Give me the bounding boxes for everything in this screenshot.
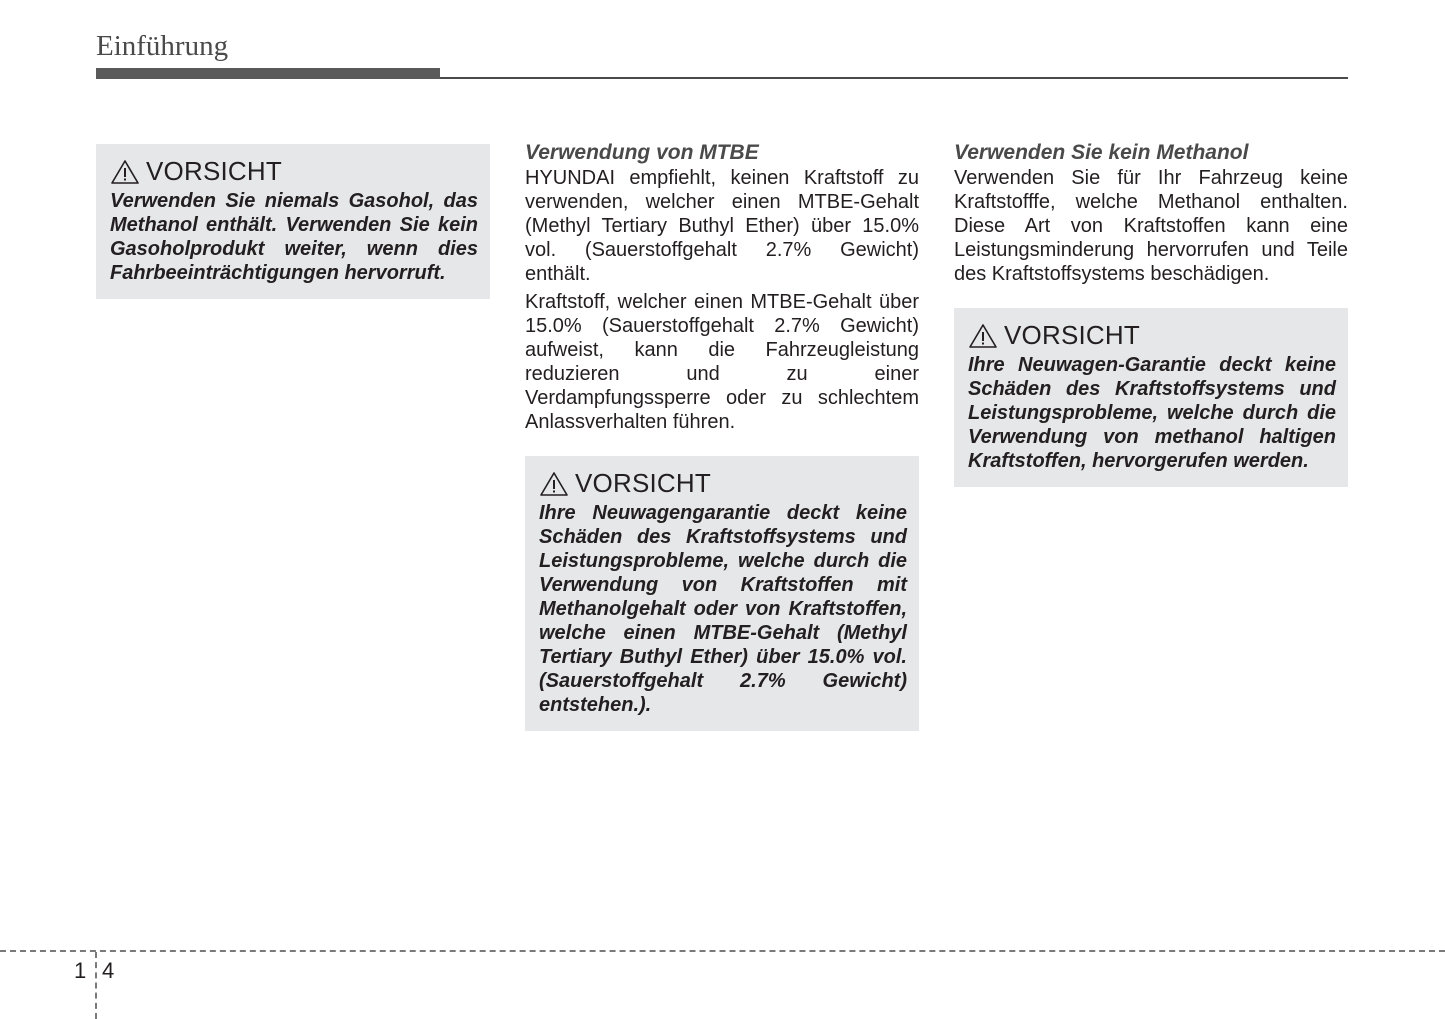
chapter-number: 1: [74, 958, 87, 983]
caution-title: VORSICHT: [575, 468, 711, 498]
middle-column: [525, 140, 919, 731]
paragraph: Verwenden Sie für Ihr Fahrzeug keine Kraftstofffe, welche Methanol enthalten. Diese Art von Kraftstoffen kann eine Leistungsminderung hervorrufen und Teile des Kraftstoffsystems beschädigen.: [954, 167, 1348, 285]
header-bar: [96, 68, 440, 79]
spacer: [525, 438, 919, 456]
page-number: 4: [102, 958, 115, 983]
paragraph: HYUNDAI empfiehlt, keinen Kraftstoff zu verwenden, welcher einen MTBE-Gehalt (Methyl Tertiary Buthyl Ether) über 15.0% vol. (Sauerstoffgehalt 2.7% Gewicht) enthält.: [525, 167, 919, 285]
caution-box: [525, 456, 919, 731]
caution-box: [954, 308, 1348, 487]
caution-header: [968, 320, 1336, 351]
caution-text: Ihre Neuwagengarantie deckt keine Schäden des Kraftstoffsystems und Leistungsprobleme, welche durch die Verwendung von Kraftstoffen mit Methanolgehalt oder von Kraftstoffen, welche einen MTBE-Gehalt (Methyl Tertiary Buthyl Ether) über 15.0% vol. (Sauerstoffgehalt 2.7% Gewicht) entstehen.).: [539, 502, 907, 716]
warning-triangle-icon: [110, 159, 140, 185]
left-column: [96, 140, 490, 299]
warning-triangle-icon: [539, 471, 569, 497]
page-title: Einführung: [96, 30, 229, 62]
footer-dashed-divider: [95, 952, 97, 1019]
header-rule: [440, 77, 1348, 79]
caution-title: VORSICHT: [146, 156, 282, 186]
caution-text: Verwenden Sie niemals Gasohol, das Methanol enthält. Verwenden Sie kein Gasoholprodukt weiter, wenn dies Fahrbeeinträchtigungen hervorruft.: [110, 190, 478, 284]
caution-box: [96, 144, 490, 299]
caution-title: VORSICHT: [1004, 320, 1140, 350]
caution-text: Ihre Neuwagen-Garantie deckt keine Schäden des Kraftstoffsystems und Leistungsprobleme, welche durch die Verwendung von methanol haltigen Kraftstoffen, hervorgerufen werden.: [968, 354, 1336, 472]
right-column: [954, 140, 1348, 487]
caution-header: [110, 156, 478, 187]
section-heading: Verwendung von MTBE: [525, 141, 759, 164]
paragraph: Kraftstoff, welcher einen MTBE-Gehalt über 15.0% (Sauerstoffgehalt 2.7% Gewicht) aufweist, kann die Fahrzeugleistung reduzieren und zu einer Verdampfungssperre oder zu schlechtem Anlassverhalten führen.: [525, 291, 919, 433]
section-heading: Verwenden Sie kein Methanol: [954, 141, 1249, 164]
spacer: [954, 290, 1348, 308]
warning-triangle-icon: [968, 323, 998, 349]
footer-dashed-rule: [0, 950, 1445, 952]
caution-header: [539, 468, 907, 499]
